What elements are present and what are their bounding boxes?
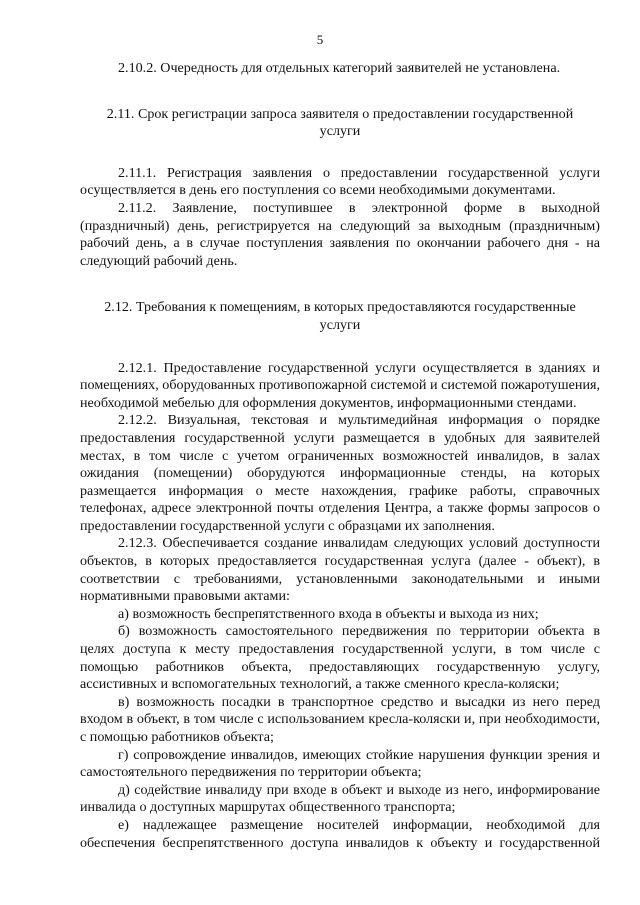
list-item-e: е) надлежащее размещение носителей информации, необходимой для обеспечения беспрепятственного доступа инвалидов к объекту и государственной: [80, 816, 600, 851]
list-item-g: г) сопровождение инвалидов, имеющих стойкие нарушения функции зрения и самостоятельного передвижения по территории объекта;: [80, 746, 600, 781]
section-heading-2-11: 2.11. Срок регистрации запроса заявителя о предоставлении государственной услуги: [106, 105, 574, 140]
list-item-a: а) возможность беспрепятственного входа в объекты и выхода из них;: [118, 605, 539, 622]
section-heading-2-12: 2.12. Требования к помещениям, в которых предоставляются государственные услуги: [104, 299, 576, 333]
page-number: 5: [316, 32, 324, 47]
list-item-v: в) возможность посадки в транспортное средство и высадки из него перед входом в объект, в том числе с использованием кресла-коляски и, при необходимости, с помощью работников объекта;: [80, 693, 600, 745]
paragraph-2-12-1: 2.12.1. Предоставление государственной услуги осуществляется в зданиях и помещениях, оборудованных противопожарной системой и системой пожаротушения, необходимой мебелью для оформления документов, информационными стендами.: [80, 359, 600, 411]
list-item-d: д) содействие инвалиду при входе в объект и выходе из него, информирование инвалида о доступных маршрутах общественного транспорта;: [80, 781, 600, 816]
list-item-b: б) возможность самостоятельного передвижения по территории объекта в целях доступа к месту предоставления государственной услуги, в том числе с помощью работников объекта, предоставляющих государственную услугу, ассистивных и вспомогательных технологий, а также сменного кресла-коляски;: [80, 623, 600, 693]
paragraph-2-12-3: 2.12.3. Обеспечивается создание инвалидам следующих условий доступности объектов, в которых предоставляется государственная услуга (далее - объект), в соответствии с требованиями, установленными законодательными и иными нормативными правовыми актами:: [80, 535, 600, 605]
paragraph-2-10-2: 2.10.2. Очередность для отдельных категорий заявителей не установлена.: [118, 60, 561, 76]
paragraph-2-11-2: 2.11.2. Заявление, поступившее в электронной форме в выходной (праздничный) день, регистрируется на следующий за выходным (праздничным) рабочий день, а в случае поступления заявления по окончании рабочего дня - на следующий рабочий день.: [80, 199, 600, 269]
paragraph-2-12-2: 2.12.2. Визуальная, текстовая и мультимедийная информация о порядке предоставления государственной услуги размещается в удобных для заявителей местах, в том числе с учетом ограниченных возможностей инвалидов, в залах ожидания (помещении) оборудуются информационные стенды, на которых размещается информация о месте нахождения, графике работы, справочных телефонах, адресе электронной почты отделения Центра, а также формы запросов о предоставлении государственной услуги с образцами их заполнения.: [80, 412, 600, 534]
paragraph-2-11-1: 2.11.1. Регистрация заявления о предоставлении государственной услуги осуществляется в день его поступления со всеми необходимыми документами.: [80, 164, 600, 199]
document-body: [80, 60, 600, 852]
